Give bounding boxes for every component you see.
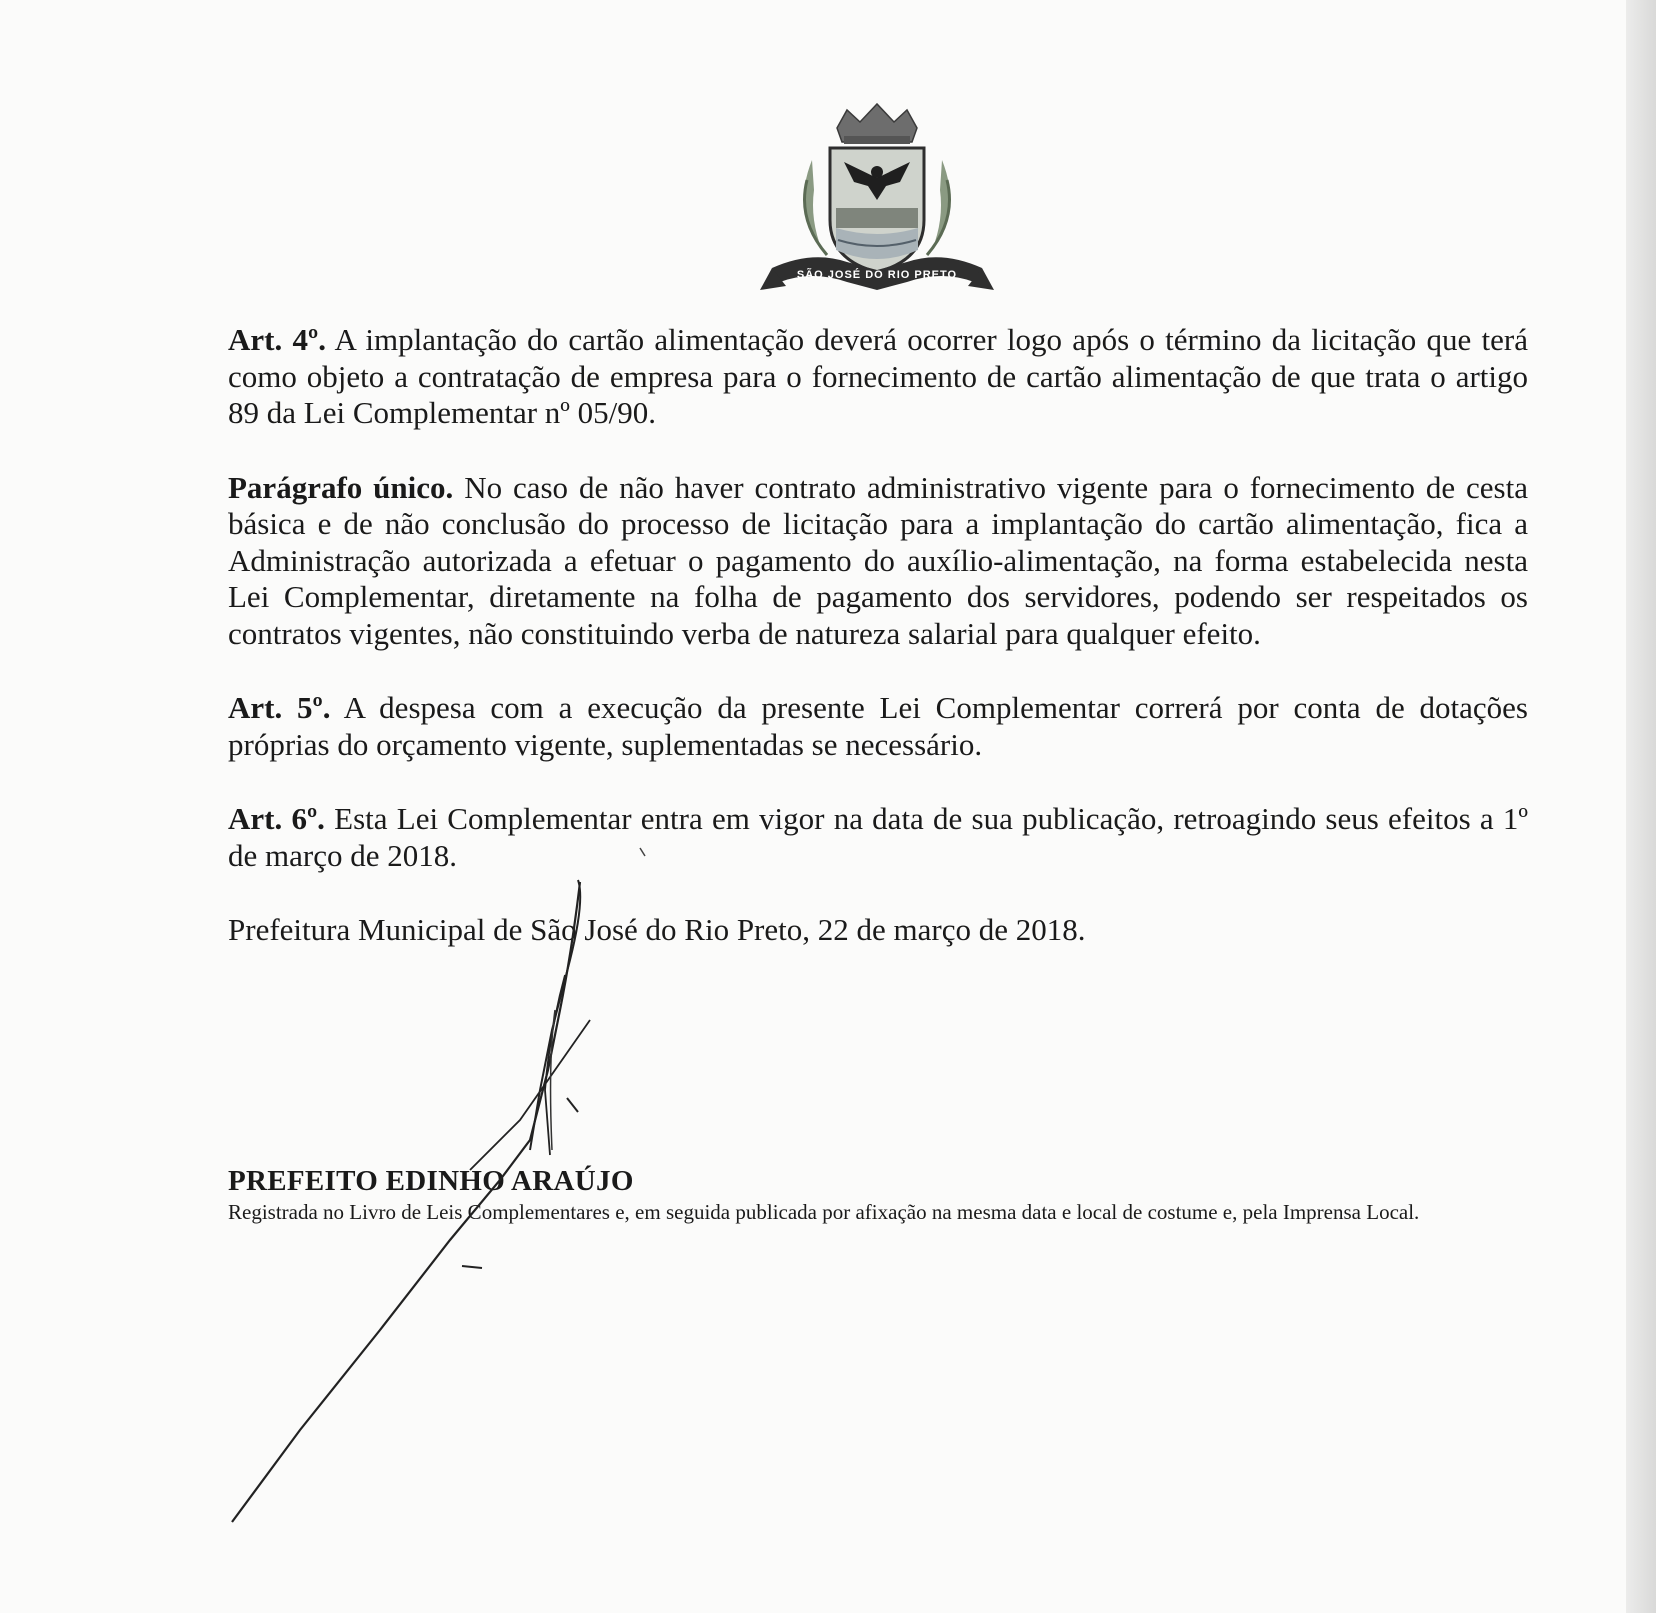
article-4 (228, 322, 1528, 432)
article-6 (228, 801, 1528, 874)
signature-block (228, 1165, 1528, 1224)
crest-banner-text: SÃO JOSÉ DO RIO PRETO (796, 269, 958, 281)
article-heading: Parágrafo único. (228, 469, 454, 505)
registry-note: Registrada no Livro de Leis Complementares e, em seguida publicada por afixação na mesma data e local de costume e, pela Imprensa Local. (228, 1200, 1420, 1224)
article-text: A despesa com a execução da presente Lei Complementar correrá por conta de dotações próprias do orçamento vigente, suplementadas se necessário. (228, 690, 1528, 762)
article-5 (228, 690, 1528, 763)
article-heading: Art. 6º. (228, 801, 325, 836)
crest-emblem (752, 100, 1002, 315)
article-heading: Art. 4º. (228, 322, 326, 357)
document-body (228, 322, 1528, 980)
article-text: A implantação do cartão alimentação deverá ocorrer logo após o término da licitação que terá como objeto a contratação de empresa para o fornecimento de cartão alimentação de que trata o artigo 89 da Lei Complementar nº 05/90. (228, 322, 1528, 430)
article-text: No caso de não haver contrato administrativo vigente para o fornecimento de cesta básica e de não conclusão do processo de licitação para a implantação do cartão alimentação, fica a Administração autorizada a efetuar o pagamento do auxílio-alimentação, na forma estabelecida nesta Lei Complementar, diretamente na folha de pagamento dos servidores, podendo ser respeitados os contratos vigentes, não constituindo verba de natureza salarial para qualquer efeito. (228, 469, 1528, 651)
municipal-crest (752, 100, 1002, 315)
article-heading: Art. 5º. (228, 690, 331, 725)
closing-date-line: Prefeitura Municipal de São José do Rio Preto, 22 de março de 2018. (228, 912, 1086, 947)
signatory-name: PREFEITO EDINHO ARAÚJO (228, 1165, 634, 1197)
paragraph-single (228, 470, 1528, 653)
article-text: Esta Lei Complementar entra em vigor na data de sua publicação, retroagindo seus efeitos a 1º de março de 2018. (228, 801, 1529, 873)
page-edge-shadow (1626, 0, 1656, 1613)
